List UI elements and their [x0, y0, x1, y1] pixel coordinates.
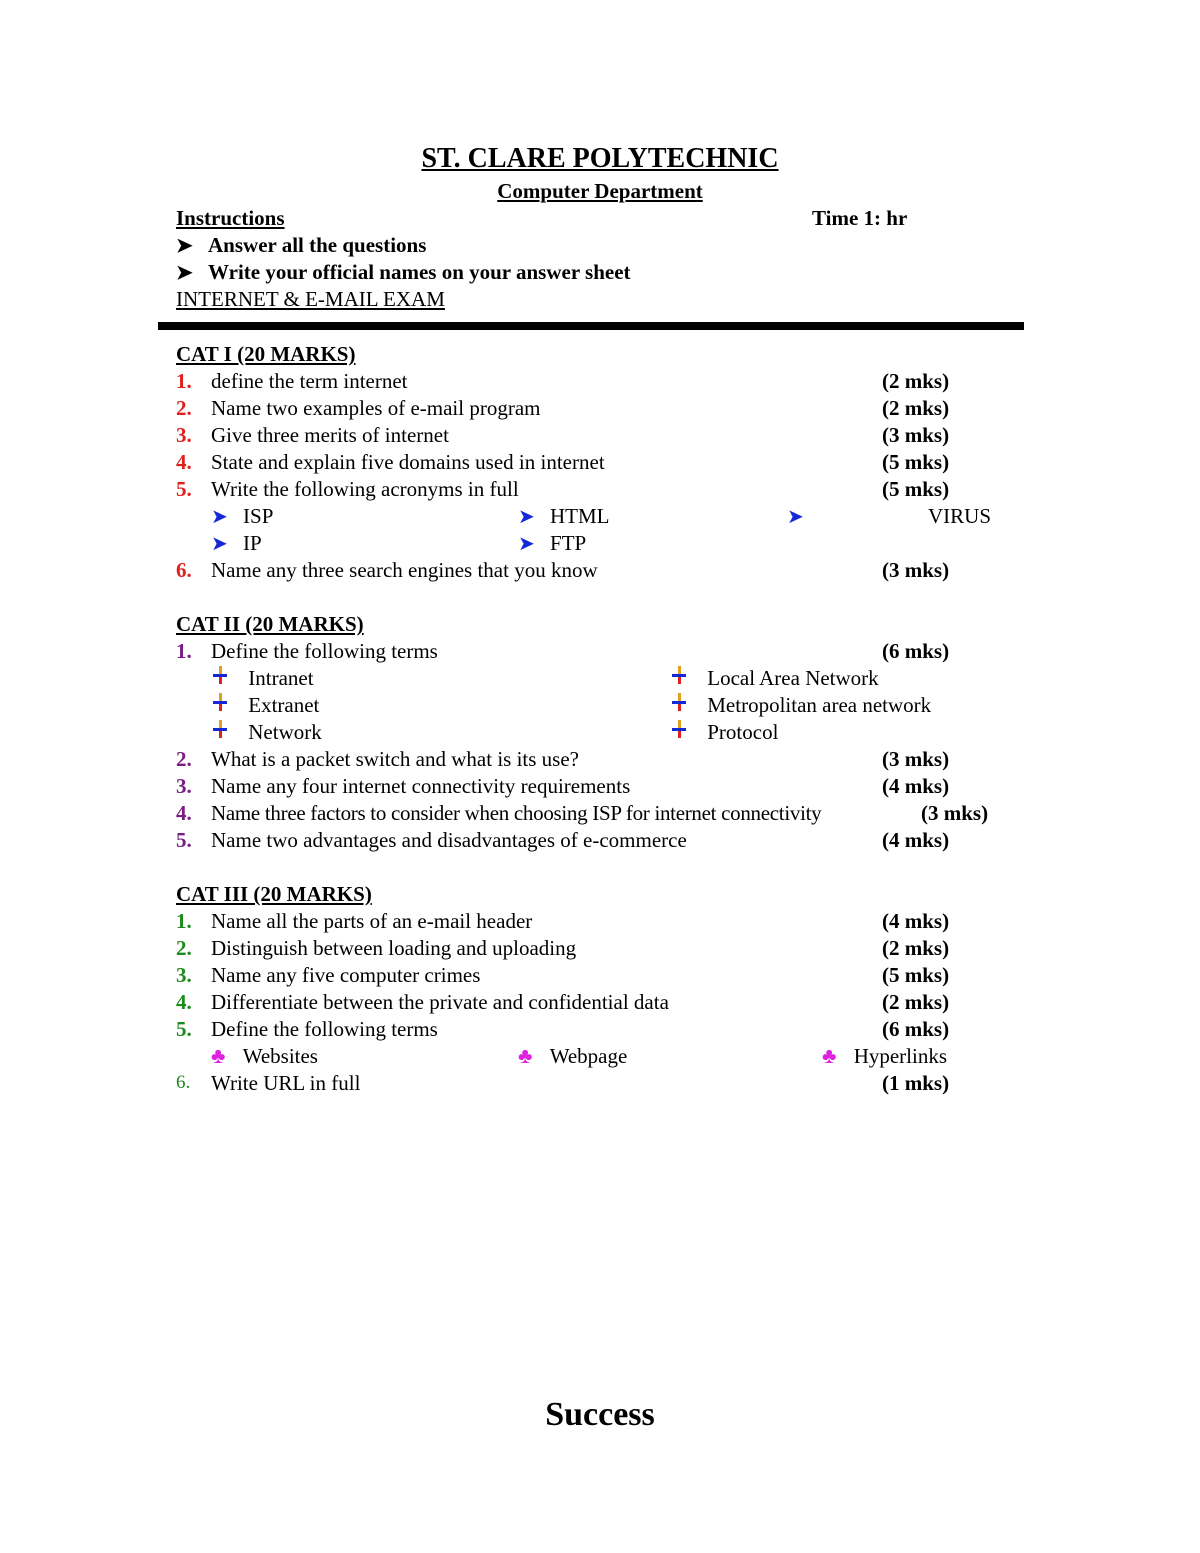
- acronym-text: IP: [243, 531, 262, 555]
- instruction-item: [176, 232, 426, 259]
- pushpin-icon: [670, 719, 688, 739]
- question-text: Name two examples of e-mail program: [211, 396, 541, 420]
- term-text: Metropolitan area network: [707, 693, 932, 717]
- question-number: 4.: [176, 450, 192, 474]
- pushpin-icon: [211, 692, 229, 712]
- question-marks: (4 mks): [882, 909, 950, 933]
- term-item: [211, 665, 314, 691]
- pushpin-icon: [211, 719, 229, 739]
- time-allowed: Time 1: hr: [812, 206, 908, 230]
- instruction-text: Write your official names on your answer sheet: [208, 260, 631, 284]
- question-marks: (2 mks): [882, 396, 950, 420]
- acronym-text: HTML: [550, 504, 610, 528]
- pushpin-icon: [211, 665, 229, 685]
- question-marks: (1 mks): [882, 1071, 950, 1095]
- question-text: Name any three search engines that you know: [211, 558, 598, 582]
- pushpin-icon: [670, 665, 688, 685]
- question-marks: (6 mks): [882, 639, 950, 663]
- term-item: [822, 1043, 947, 1069]
- club-icon: ♣: [518, 1043, 533, 1068]
- question-text: What is a packet switch and what is its use?: [211, 747, 579, 771]
- question-text: Name any four internet connectivity requirements: [211, 774, 631, 798]
- department-title: Computer Department: [497, 179, 703, 203]
- club-icon: ♣: [822, 1043, 837, 1068]
- question-number: 5.: [176, 1017, 192, 1041]
- term-item: [670, 692, 931, 718]
- term-item: [211, 692, 319, 718]
- question-number: 1.: [176, 369, 192, 393]
- acronym-item: [518, 503, 610, 530]
- arrow-bullet-icon: ➤: [518, 533, 535, 555]
- acronym-item: [518, 530, 586, 557]
- question-text: Name any five computer crimes: [211, 963, 481, 987]
- question-number: 6.: [176, 558, 192, 582]
- term-item: [670, 665, 879, 691]
- pushpin-icon: [670, 692, 688, 712]
- acronym-bullet: [787, 503, 804, 530]
- question-number: 3.: [176, 774, 192, 798]
- question-number: 2.: [176, 747, 192, 771]
- question-marks: (2 mks): [882, 936, 950, 960]
- question-number: 1.: [176, 639, 192, 663]
- question-number: 2.: [176, 396, 192, 420]
- question-marks: (3 mks): [882, 747, 950, 771]
- cat1-heading: CAT I (20 MARKS): [176, 342, 356, 366]
- question-text: Name three factors to consider when choosing ISP for internet connectivity: [211, 801, 822, 825]
- term-item: [670, 719, 778, 745]
- header-divider: [158, 322, 1024, 330]
- question-text: State and explain five domains used in internet: [211, 450, 605, 474]
- school-title: ST. CLARE POLYTECHNIC: [421, 143, 779, 174]
- question-number: 2.: [176, 936, 192, 960]
- question-marks: (2 mks): [882, 369, 950, 393]
- question-number: 3.: [176, 423, 192, 447]
- question-text: Write URL in full: [211, 1071, 361, 1095]
- term-item: [211, 719, 322, 745]
- question-text: Differentiate between the private and confidential data: [211, 990, 669, 1014]
- footer-success: Success: [545, 1396, 655, 1433]
- question-text: Give three merits of internet: [211, 423, 449, 447]
- arrow-bullet-icon: ➤: [211, 506, 228, 528]
- acronym-text: ISP: [243, 504, 274, 528]
- term-text: Extranet: [248, 693, 320, 717]
- question-marks: (3 mks): [882, 558, 950, 582]
- acronym-text: FTP: [550, 531, 587, 555]
- question-marks: (5 mks): [882, 477, 950, 501]
- question-marks: (4 mks): [882, 774, 950, 798]
- acronym-item: [211, 503, 273, 530]
- term-text: Webpage: [549, 1044, 628, 1068]
- term-text: Protocol: [707, 720, 779, 744]
- arrow-bullet-icon: ➤: [211, 533, 228, 555]
- question-text: Write the following acronyms in full: [211, 477, 519, 501]
- question-marks: (3 mks): [921, 801, 989, 825]
- term-text: Network: [248, 720, 322, 744]
- term-item: [211, 1043, 318, 1069]
- question-text: define the term internet: [211, 369, 408, 393]
- instruction-item: [176, 259, 631, 286]
- instructions-label: Instructions: [176, 206, 285, 230]
- question-marks: (6 mks): [882, 1017, 950, 1041]
- exam-title: INTERNET & E-MAIL EXAM: [176, 287, 445, 311]
- question-text: Define the following terms: [211, 1017, 438, 1041]
- question-number: 6.: [176, 1072, 191, 1093]
- question-marks: (5 mks): [882, 963, 950, 987]
- question-number: 4.: [176, 801, 192, 825]
- term-text: Websites: [242, 1044, 318, 1068]
- term-text: Hyperlinks: [853, 1044, 948, 1068]
- term-text: Intranet: [248, 666, 314, 690]
- question-marks: (5 mks): [882, 450, 950, 474]
- acronym-item: [211, 530, 262, 557]
- question-number: 4.: [176, 990, 192, 1014]
- question-number: 5.: [176, 828, 192, 852]
- question-marks: (2 mks): [882, 990, 950, 1014]
- arrow-bullet-icon: ➤: [518, 506, 535, 528]
- question-marks: (4 mks): [882, 828, 950, 852]
- term-item: [518, 1043, 627, 1069]
- arrow-bullet-icon: ➤: [176, 262, 193, 284]
- arrow-bullet-icon: ➤: [176, 235, 193, 257]
- cat2-heading: CAT II (20 MARKS): [176, 612, 364, 636]
- term-text: Local Area Network: [707, 666, 879, 690]
- question-text: Define the following terms: [211, 639, 438, 663]
- question-number: 5.: [176, 477, 192, 501]
- question-marks: (3 mks): [882, 423, 950, 447]
- question-text: Name all the parts of an e-mail header: [211, 909, 533, 933]
- question-number: 1.: [176, 909, 192, 933]
- arrow-bullet-icon: ➤: [787, 506, 804, 528]
- instruction-text: Answer all the questions: [208, 233, 427, 257]
- cat3-heading: CAT III (20 MARKS): [176, 882, 372, 906]
- question-number: 3.: [176, 963, 192, 987]
- acronym-text: VIRUS: [928, 504, 992, 528]
- question-text: Name two advantages and disadvantages of e-commerce: [211, 828, 687, 852]
- club-icon: ♣: [211, 1043, 226, 1068]
- question-text: Distinguish between loading and uploading: [211, 936, 577, 960]
